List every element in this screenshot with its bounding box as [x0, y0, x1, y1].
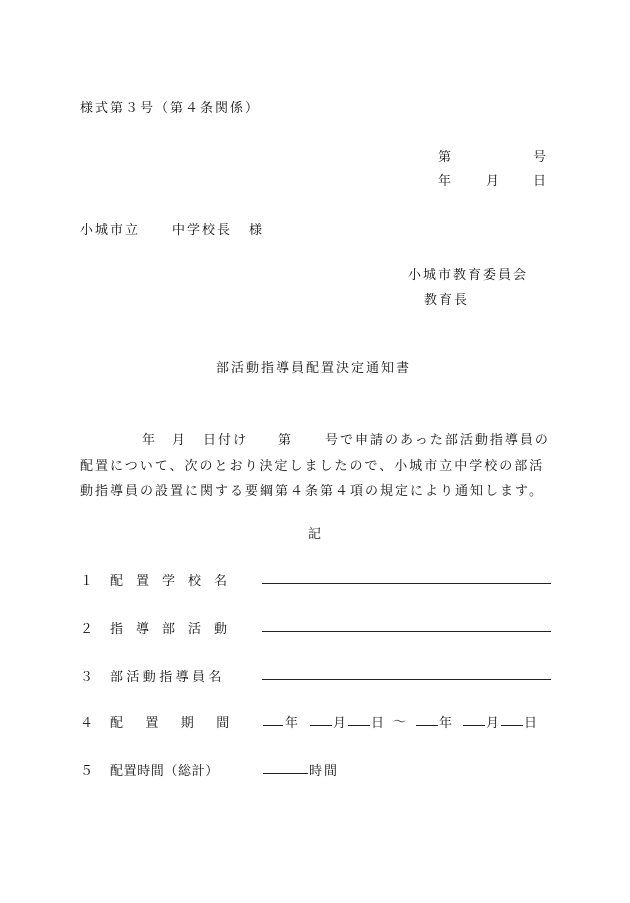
body-line3: 動指導員の設置に関する要綱第４条第４項の規定により通知します。: [80, 484, 544, 499]
end-month-unit: 月: [486, 716, 500, 731]
end-day-field: [501, 725, 523, 726]
start-day-field: [348, 725, 370, 726]
school-name-field: [262, 583, 551, 584]
start-day-unit: 日: [371, 716, 385, 731]
doc-date-month: 月: [486, 174, 500, 189]
ki-heading: 記: [308, 527, 322, 542]
club-activity-field: [262, 631, 551, 632]
period-tilde: ～: [393, 715, 407, 730]
item-label: 部活動指導員名: [110, 670, 225, 685]
addressee-honorific: 様: [249, 223, 263, 238]
addressee-prefix: 小城市立: [80, 223, 141, 238]
end-year-unit: 年: [439, 716, 453, 731]
start-year-unit: 年: [285, 716, 299, 731]
item-number: ５: [80, 764, 94, 779]
document-title: 部活動指導員配置決定通知書: [216, 361, 412, 376]
body-line1-rest: 号で申請のあった部活動指導員の: [325, 433, 550, 448]
body-dated: 日付け: [203, 433, 249, 448]
end-month-field: [463, 725, 485, 726]
sender-org: 小城市教育委員会: [408, 268, 529, 283]
item-number: １: [80, 574, 94, 589]
end-year-field: [416, 725, 438, 726]
total-hours-field: [263, 773, 308, 774]
doc-number-go: 号: [533, 150, 547, 165]
item-number: ４: [80, 716, 94, 731]
instructor-name-field: [262, 679, 551, 680]
start-year-field: [263, 725, 283, 726]
end-day-unit: 日: [524, 716, 538, 731]
sender-title: 教育長: [424, 293, 470, 308]
item-label: 配 置 期 間: [110, 716, 229, 731]
doc-date-year: 年: [438, 174, 452, 189]
item-label: 配 置 学 校 名: [110, 574, 228, 589]
addressee-suffix: 中学校長: [172, 223, 233, 238]
doc-date-day: 日: [533, 174, 547, 189]
item-number: ３: [80, 670, 94, 685]
form-label: 様式第３号（第４条関係）: [80, 101, 261, 116]
item-label: 配置時間（総計）: [110, 764, 219, 779]
item-number: ２: [80, 622, 94, 637]
hours-unit: 時間: [309, 764, 340, 779]
item-label: 指 導 部 活 動: [110, 622, 228, 637]
start-month-unit: 月: [333, 716, 347, 731]
body-line2: 配置について、次のとおり決定しましたので、小城市立中学校の部活: [80, 459, 545, 474]
body-month: 月: [172, 433, 186, 448]
body-dai: 第: [278, 433, 292, 448]
doc-number-dai: 第: [438, 150, 452, 165]
start-month-field: [310, 725, 332, 726]
body-year: 年: [142, 433, 156, 448]
